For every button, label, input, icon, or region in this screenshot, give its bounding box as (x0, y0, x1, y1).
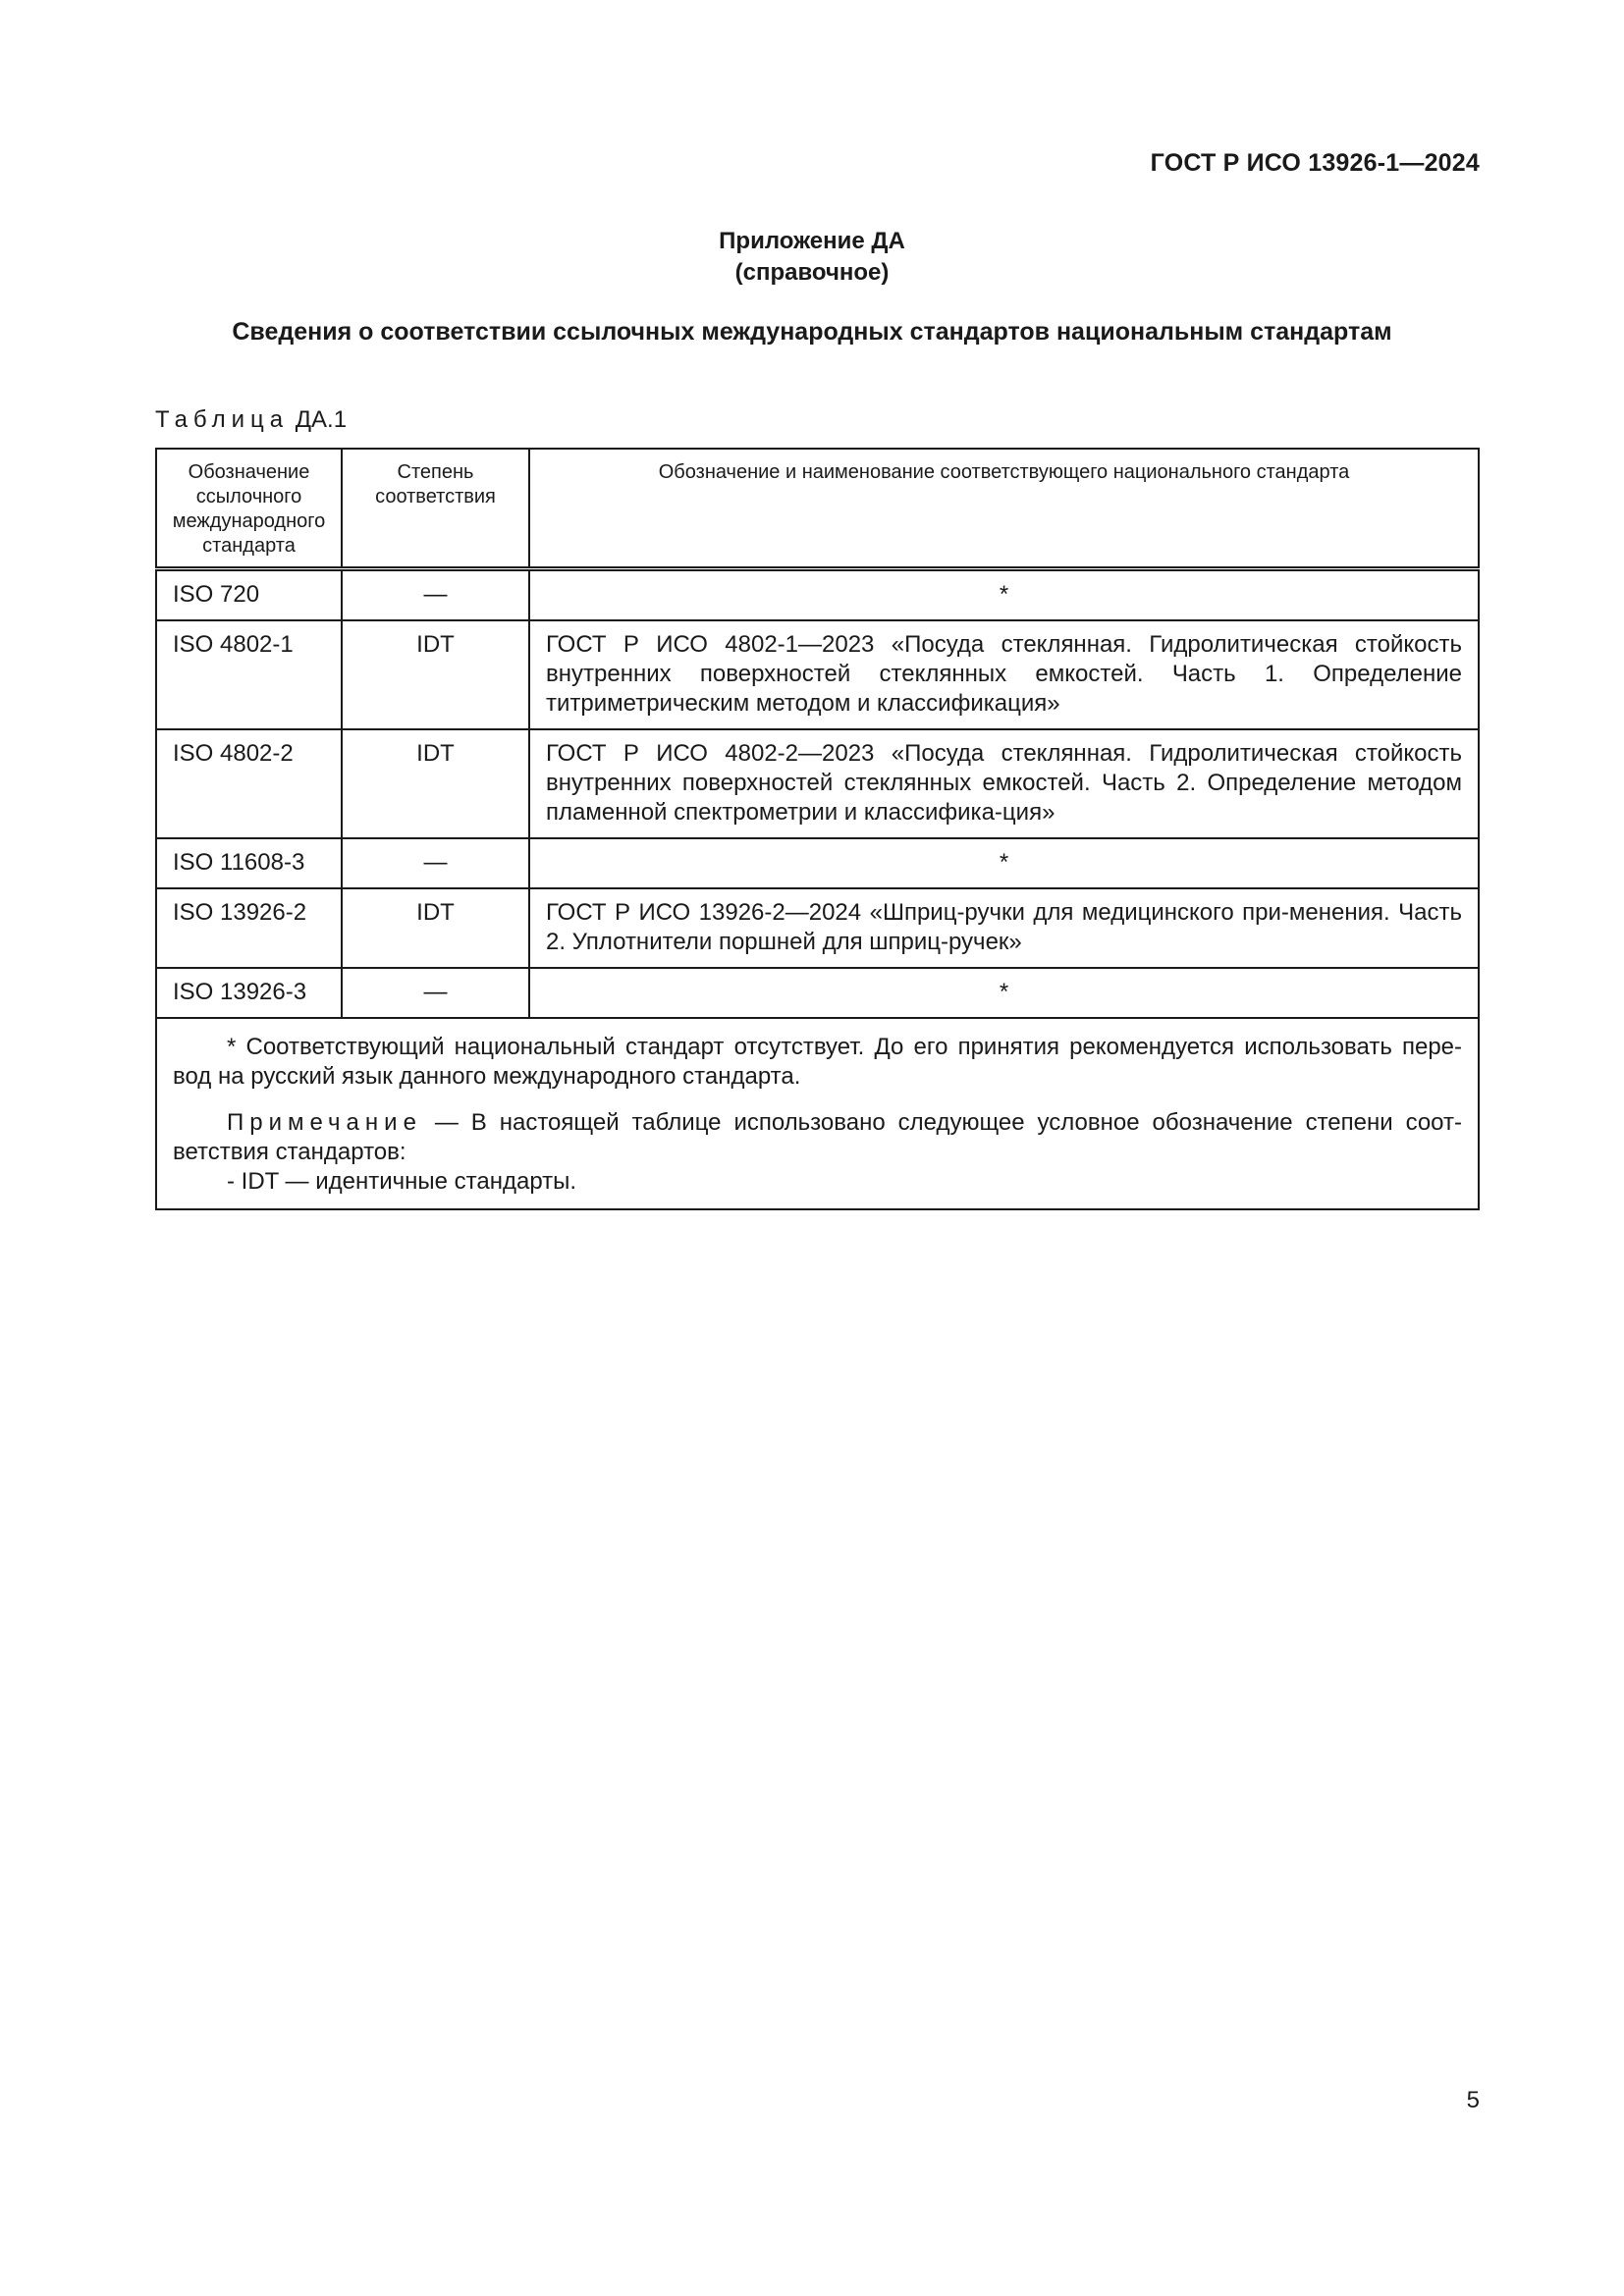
table-note (173, 1108, 1462, 1167)
header-designation: Обозначение ссылочного международного стандарта (156, 449, 342, 569)
table-row (156, 620, 1479, 729)
cell-degree: — (342, 838, 529, 888)
table-row (156, 569, 1479, 621)
cell-degree: IDT (342, 729, 529, 838)
table-row (156, 888, 1479, 968)
cell-national: * (529, 569, 1479, 621)
note-label: Примечание (227, 1109, 422, 1136)
section-title: Сведения о соответствии ссылочных международных стандартов национальным стандартам (232, 318, 1392, 346)
table-row (156, 838, 1479, 888)
header-national: Обозначение и наименование соответствующего национального стандарта (529, 449, 1479, 569)
cell-designation: ISO 4802-2 (156, 729, 342, 838)
cell-degree: — (342, 569, 529, 621)
table-header-row (156, 449, 1479, 569)
annex-title: Приложение ДА (719, 228, 905, 254)
annex-subtitle: (справочное) (734, 259, 890, 286)
note-text: — В настоящей таблице использовано следующее условное обозначение степени соот-ветствия стандартов: (173, 1109, 1462, 1165)
table-footnote: * Соответствующий национальный стандарт отсутствует. До его принятия рекомендуется использовать пере-вод на русский язык данного международного стандарта. (173, 1034, 1462, 1090)
page-number: 5 (1466, 2087, 1480, 2113)
note-item: - IDT — идентичные стандарты. (227, 1168, 577, 1195)
annex-heading (0, 226, 1624, 289)
cell-national: ГОСТ Р ИСО 4802-2—2023 «Посуда стеклянная. Гидролитическая стойкость внутренних поверхностей стеклянных емкостей. Часть 2. Определение методом пламенной спектрометрии и классифика-ция» (529, 729, 1479, 838)
table-caption (155, 406, 347, 434)
cell-designation: ISO 13926-2 (156, 888, 342, 968)
table-footnotes (156, 1018, 1479, 1209)
cell-degree: — (342, 968, 529, 1018)
document-code: ГОСТ Р ИСО 13926-1—2024 (1150, 149, 1480, 177)
cell-national: ГОСТ Р ИСО 13926-2—2024 «Шприц-ручки для медицинского при-менения. Часть 2. Уплотнители поршней для шприц-ручек» (529, 888, 1479, 968)
table-row (156, 968, 1479, 1018)
table-footnote-row (156, 1018, 1479, 1209)
table-caption-label: Таблица (155, 406, 290, 433)
cell-designation: ISO 13926-3 (156, 968, 342, 1018)
conformity-table (155, 448, 1480, 1210)
table-row (156, 729, 1479, 838)
header-degree: Степень соответствия (342, 449, 529, 569)
cell-designation: ISO 4802-1 (156, 620, 342, 729)
cell-degree: IDT (342, 620, 529, 729)
cell-degree: IDT (342, 888, 529, 968)
cell-national: * (529, 838, 1479, 888)
cell-designation: ISO 720 (156, 569, 342, 621)
cell-designation: ISO 11608-3 (156, 838, 342, 888)
table-caption-number: ДА.1 (295, 406, 348, 433)
cell-national: ГОСТ Р ИСО 4802-1—2023 «Посуда стеклянная. Гидролитическая стойкость внутренних поверхностей стеклянных емкостей. Часть 1. Определение титриметрическим методом и классификация» (529, 620, 1479, 729)
cell-national: * (529, 968, 1479, 1018)
